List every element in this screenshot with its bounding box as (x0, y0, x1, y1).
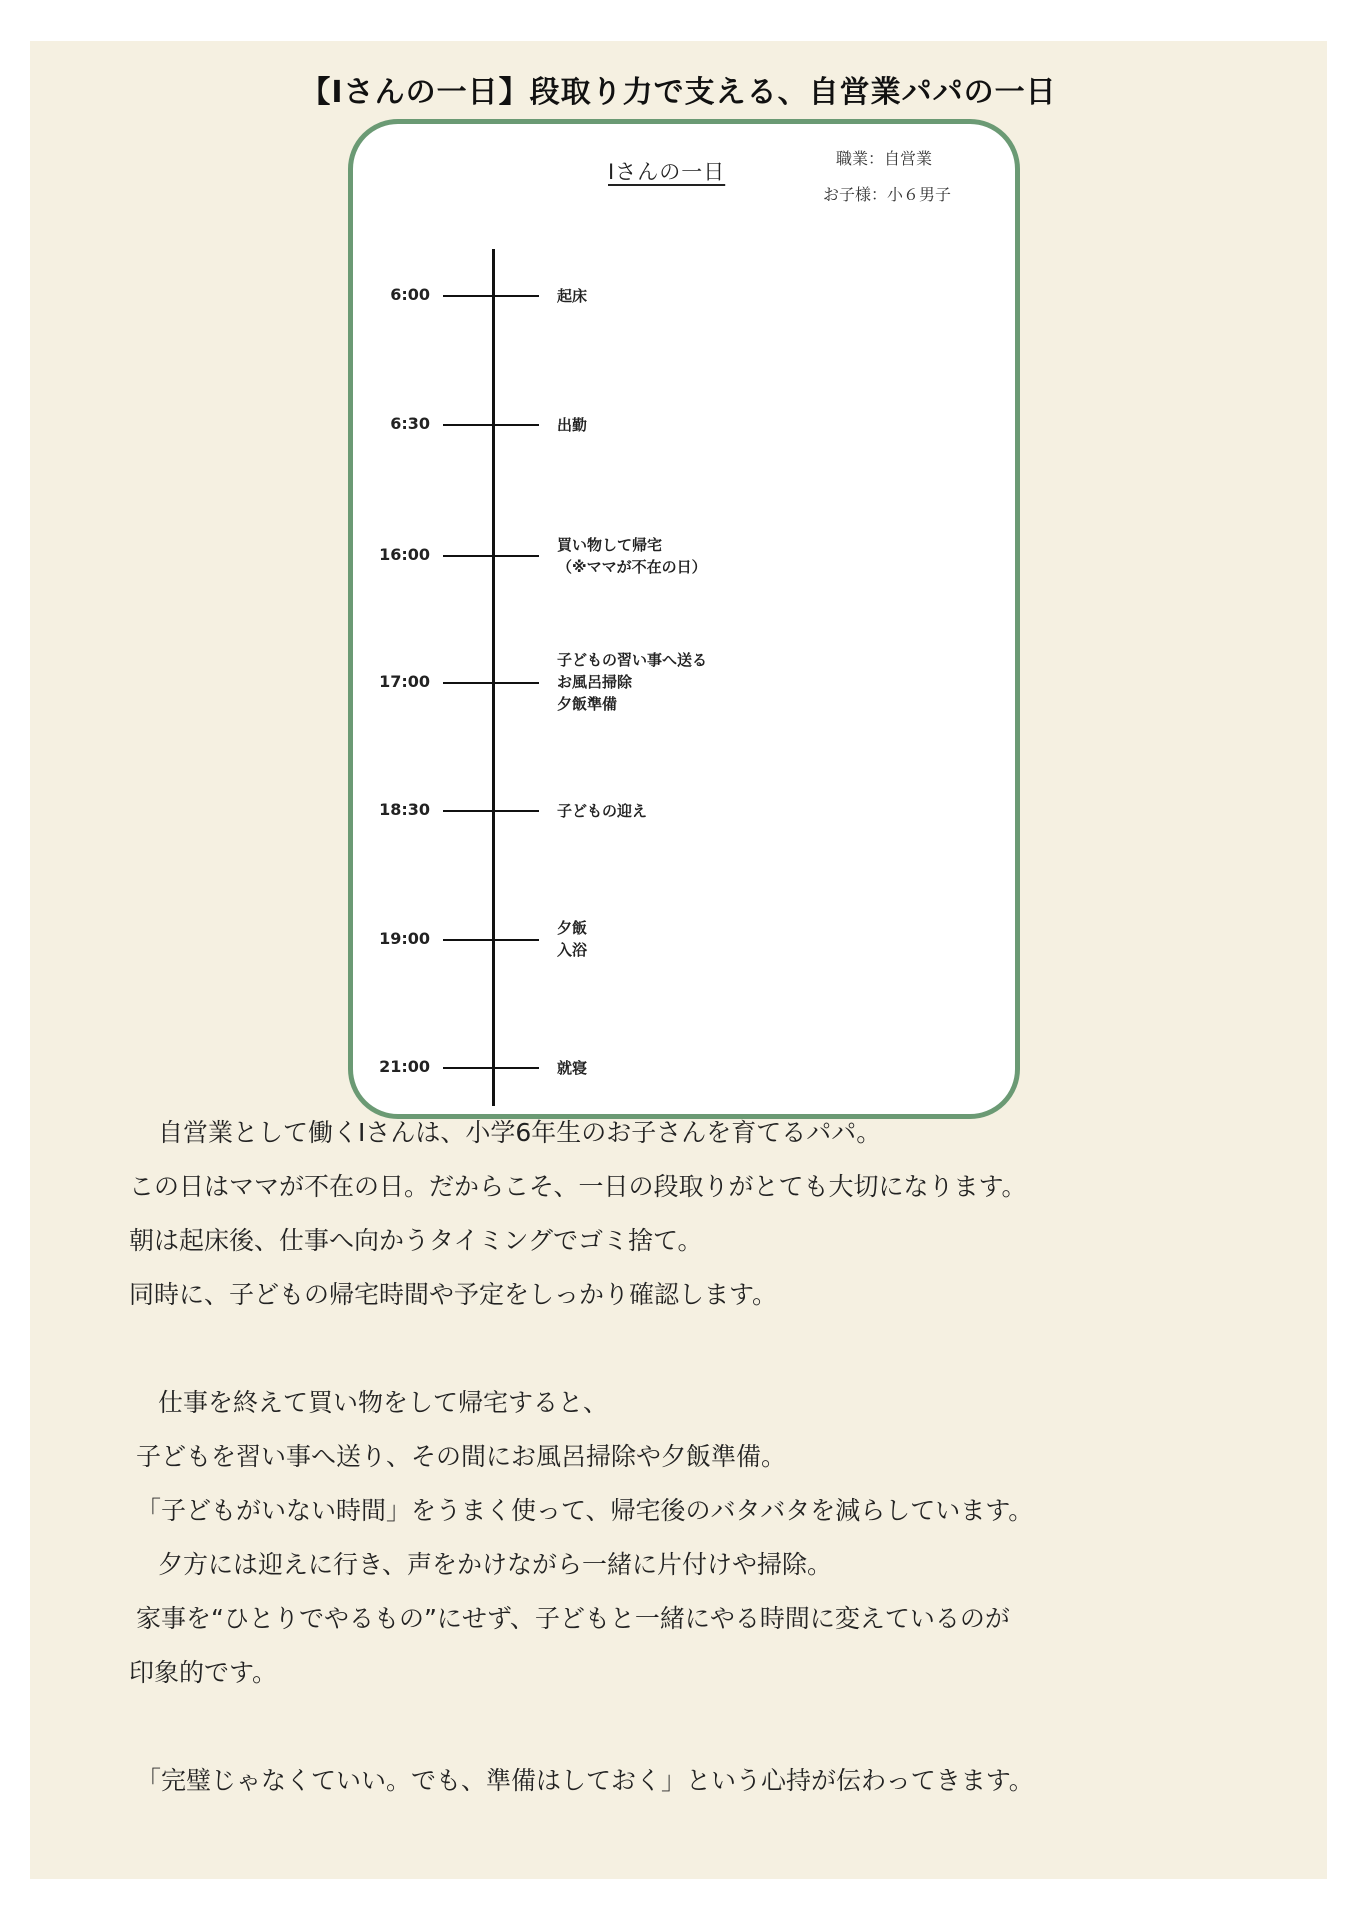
paragraph-line: 朝は起床後、仕事へ向かうタイミングでゴミ捨て。 (129, 1226, 703, 1255)
timeline-tick (443, 1067, 539, 1069)
paragraph-line: 仕事を終えて買い物をして帰宅すると、 (158, 1388, 609, 1417)
paragraph-line: 同時に、子どもの帰宅時間や予定をしっかり確認します。 (129, 1280, 778, 1309)
card-title: Iさんの一日 (608, 160, 726, 184)
closing-line: 「完璧じゃなくていい。でも、準備はしておく」という心持が伝わってきます。 (136, 1766, 1034, 1795)
schedule-event: 子どもの習い事へ送る お風呂掃除 夕飯準備 (557, 651, 708, 713)
occupation-label: 職業：自営業 (836, 149, 933, 168)
time-label: 16:00 (379, 545, 430, 564)
schedule-event: 出勤 (557, 416, 588, 434)
paragraph-line: 自営業として働くIさんは、小学6年生のお子さんを育てるパパ。 (158, 1118, 882, 1147)
time-label: 6:00 (390, 285, 430, 304)
paragraph-line: 夕方には迎えに行き、声をかけながら一緒に片付けや掃除。 (158, 1550, 833, 1579)
time-label: 19:00 (379, 929, 430, 948)
time-label: 18:30 (379, 800, 430, 819)
child-label: お子様：小６男子 (823, 185, 952, 204)
body-text (129, 1106, 1229, 1808)
timeline-tick (443, 682, 539, 684)
time-label: 21:00 (379, 1057, 430, 1076)
paragraph-line: 「子どもがいない時間」をうまく使って、帰宅後のバタバタを減らしています。 (136, 1496, 1034, 1525)
schedule-event: 起床 (557, 287, 588, 305)
schedule-event: 夕飯 入浴 (557, 919, 588, 959)
schedule-event: 就寝 (557, 1059, 588, 1077)
paragraph-line: 印象的です。 (129, 1658, 278, 1687)
schedule-event: 子どもの迎え (557, 802, 648, 820)
timeline-tick (443, 810, 539, 812)
paragraph-line: この日はママが不在の日。だからこそ、一日の段取りがとても大切になります。 (129, 1172, 1027, 1201)
timeline-tick (443, 939, 539, 941)
time-label: 17:00 (379, 672, 430, 691)
schedule-event: 買い物して帰宅 （※ママが不在の日） (557, 536, 707, 576)
paragraph-line: 家事を“ひとりでやるもの”にせず、子どもと一緒にやる時間に変えているのが (136, 1604, 1010, 1633)
page-title: 【Iさんの一日】段取り力で支える、自営業パパの一日 (300, 75, 1057, 110)
timeline-tick (443, 555, 539, 557)
time-label: 6:30 (390, 414, 430, 433)
timeline-tick (443, 424, 539, 426)
paragraph-line: 子どもを習い事へ送り、その間にお風呂掃除や夕飯準備。 (136, 1442, 787, 1471)
schedule-card (348, 119, 1020, 1119)
timeline-axis (492, 249, 495, 1106)
timeline-tick (443, 295, 539, 297)
